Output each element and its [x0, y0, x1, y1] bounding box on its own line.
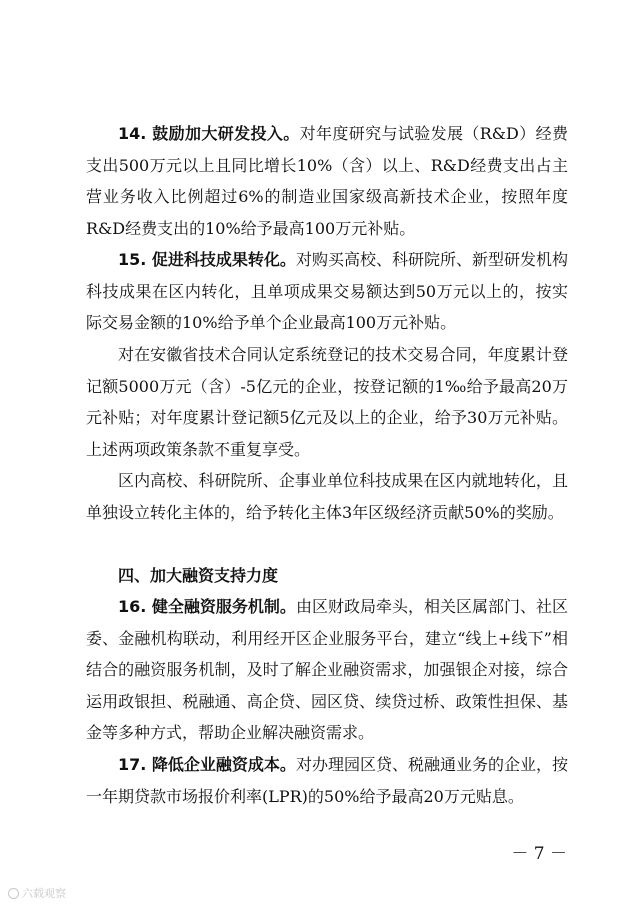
paragraph-text: 对购买高校、科研院所、新型研发机构科技成果在区内转化，且单项成果交易额达到50万元以上的，按实际交易金额的10%给予单个企业最高100万元补贴。 — [86, 250, 568, 332]
paragraph-text: 对年度研究与试验发展（R&D）经费支出500万元以上且同比增长10%（含）以上、R&D经费支出占主营业务收入比例超过6%的制造业国家级高新技术企业，按照年度R&D经费支出的10%给予最高100万元补贴。 — [86, 124, 568, 238]
paragraph-17 — [86, 749, 568, 812]
paragraph-16 — [86, 591, 568, 749]
paragraph-text: 对办理园区贷、税融通业务的企业，按一年期贷款市场报价利率(LPR)的50%给予最高20万元贴息。 — [86, 755, 568, 806]
watermark-text: 六载观察 — [22, 887, 66, 900]
section-heading: 四、加大融资支持力度 — [118, 566, 279, 585]
paragraph-lead: 16. 健全融资服务机制。 — [118, 597, 296, 616]
paragraph-14 — [86, 118, 568, 244]
paragraph-text: 对在安徽省技术合同认定系统登记的技术交易合同，年度累计登记额5000万元（含）-5亿元的企业，按登记额的1‰给予最高20万元补贴；对年度累计登记额5亿元及以上的企业，给予30万元补贴。上述两项政策条款不重复享受。 — [86, 345, 568, 459]
paragraph-lead: 17. 降低企业融资成本。 — [118, 755, 296, 774]
paragraph-text: 由区财政局牵头，相关区属部门、社区委、金融机构联动，利用经开区企业服务平台，建立“线上+线下”相结合的融资服务机制，及时了解企业融资需求，加强银企对接，综合运用政银担、税融通、高企贷、园区贷、续贷过桥、政策性担保、基金等多种方式，帮助企业解决融资需求。 — [86, 597, 568, 742]
paragraph-lead: 14. 鼓励加大研发投入。 — [118, 124, 300, 143]
watermark — [8, 885, 66, 901]
paragraph-lead: 15. 促进科技成果转化。 — [118, 250, 296, 269]
paragraph-text: 区内高校、科研院所、企事业单位科技成果在区内就地转化，且单独设立转化主体的，给予转化主体3年区级经济贡献50%的奖励。 — [86, 471, 568, 522]
watermark-logo-icon — [8, 888, 19, 899]
paragraph-tech-contract — [86, 339, 568, 465]
paragraph-local-transfer — [86, 465, 568, 528]
page-number: － 7 － — [511, 844, 567, 864]
paragraph-15 — [86, 244, 568, 339]
